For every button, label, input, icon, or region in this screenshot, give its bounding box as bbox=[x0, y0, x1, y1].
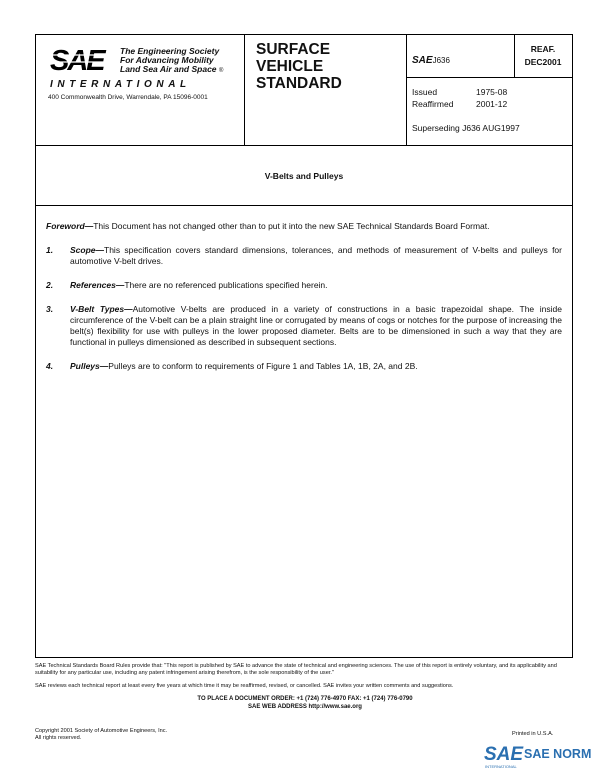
issue-dates: Issued 1975-08 Reaffirmed 2001-12 bbox=[412, 87, 508, 109]
footer bbox=[35, 663, 575, 711]
review-note: SAE reviews each technical report at least every five years at which time it may be reaffirmed, revised, or cancelled. SAE invites your written comments and suggestions. bbox=[35, 683, 454, 689]
title-bar bbox=[36, 145, 572, 206]
sae-logo bbox=[50, 45, 120, 75]
section-scope: 1. Scope—This specification covers standard dimensions, tolerances, and methods of measurement of V-belts and pulleys for automotive V-belt drives. bbox=[46, 245, 562, 266]
foreword-paragraph: Foreword—This Document has not changed other than to put it into the new SAE Technical Standards Board Format. bbox=[46, 221, 490, 231]
svg-text:SAE: SAE bbox=[50, 45, 104, 75]
standard-type: SURFACE VEHICLE STANDARD bbox=[256, 41, 342, 92]
printed-in: Printed in U.S.A. bbox=[512, 731, 554, 737]
section-references: 2. References—There are no referenced publications specified herein. bbox=[46, 280, 328, 290]
international-label: INTERNATIONAL bbox=[50, 79, 191, 90]
document-number: SAEJ636 bbox=[412, 55, 450, 66]
section-vbelt-types: 3. V-Belt Types—Automotive V-belts are produced in a variety of constructions in a basic trapezoidal shape. The inside circumference of the V-belt can be a plain straight line or corrugated by means of cogs or notches for the purpose of increasing the belt(s) flexibility for use with pulleys in the lower proposed diameter. Belts are to be dimensioned in such a way that they are functional in pulleys dimensioned as described in subsequent sections. bbox=[46, 304, 562, 347]
copyright: Copyright 2001 Society of Automotive Engineers, Inc. All rights reserved. bbox=[35, 728, 168, 741]
society-tagline: The Engineering Society For Advancing Mobility Land Sea Air and Space ® bbox=[120, 46, 224, 74]
watermark-logo: SAE bbox=[484, 744, 524, 765]
watermark-text: SAE NORM bbox=[524, 747, 592, 761]
superseding-note: Superseding J636 AUG1997 bbox=[412, 123, 520, 133]
document-header bbox=[36, 35, 572, 146]
header-frame bbox=[35, 34, 573, 658]
reaffirmation-badge: REAF. DEC2001 bbox=[524, 44, 562, 67]
watermark-subtext: INTERNATIONAL bbox=[485, 764, 517, 769]
sae-norm-watermark bbox=[484, 740, 594, 770]
address: 400 Commonwealth Drive, Warrendale, PA 15096-0001 bbox=[48, 94, 208, 101]
document-title: V-Belts and Pulleys bbox=[264, 171, 344, 181]
web-address: SAE WEB ADDRESS http://www.sae.org bbox=[248, 704, 362, 710]
document-body bbox=[46, 221, 562, 385]
section-pulleys: 4. Pulleys—Pulleys are to conform to requirements of Figure 1 and Tables 1A, 1B, 2A, and 2B. bbox=[46, 361, 418, 371]
order-info: TO PLACE A DOCUMENT ORDER: +1 (724) 776-4970 FAX: +1 (724) 776-0790 bbox=[197, 696, 413, 702]
standards-rules-note: SAE Technical Standards Board Rules provide that: "This report is published by SAE to advance the state of technical and engineering sciences. The use of this report is entirely voluntary, and its applicability and suitability for any particular use, including any patent infringement arising therefrom, is the sole responsibility of the user." bbox=[35, 663, 557, 676]
